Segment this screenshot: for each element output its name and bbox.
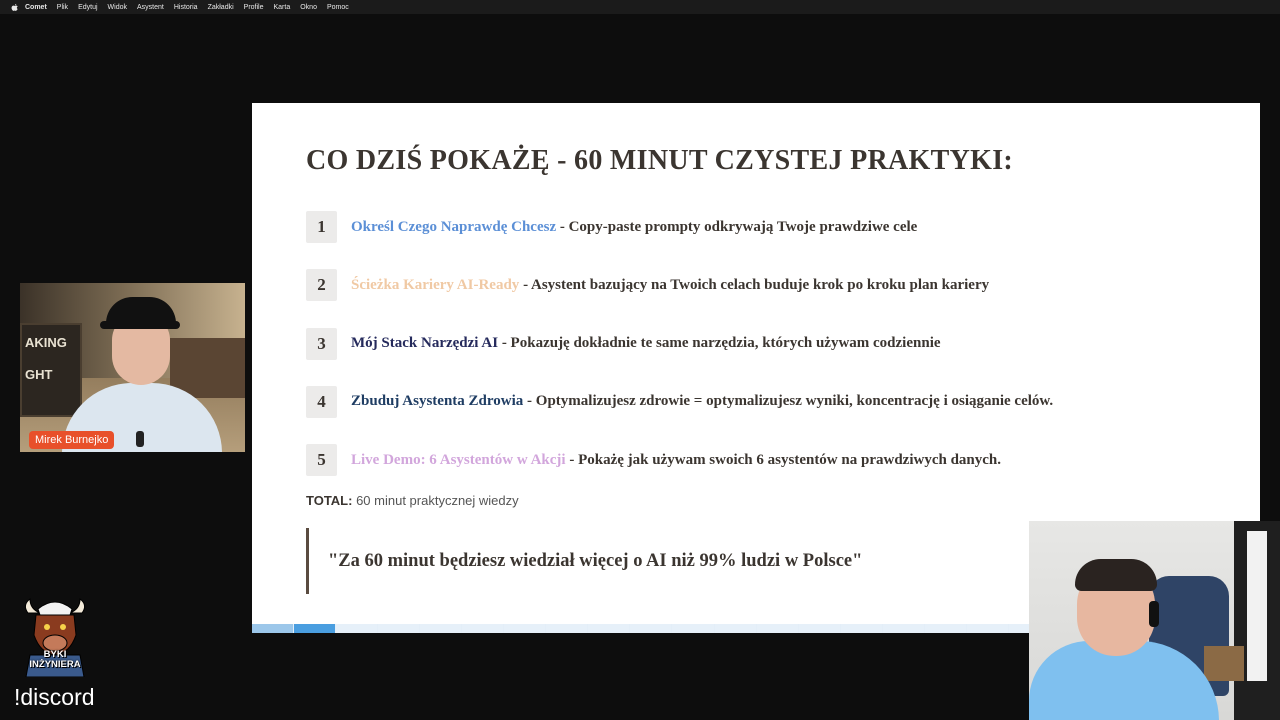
progress-segment — [378, 624, 419, 633]
agenda-item-3 — [306, 328, 1053, 360]
item-description: - Pokazuję dokładnie te same narzędzia, których używam codziennie — [498, 335, 941, 352]
progress-segment — [336, 624, 377, 633]
item-heading: Określ Czego Naprawdę Chcesz — [351, 218, 557, 235]
menu-app-comet[interactable]: Comet — [25, 3, 47, 11]
item-number: 4 — [306, 386, 337, 418]
item-description: - Optymalizujesz zdrowie = optymalizujesz wyniki, koncentrację i osiąganie celów. — [523, 393, 1054, 410]
total-value: 60 minut praktycznej wiedzy — [352, 493, 519, 508]
item-description: - Copy-paste prompty odkrywają Twoje prawdziwe cele — [556, 218, 918, 235]
progress-segment — [925, 624, 966, 633]
menu-historia[interactable]: Historia — [173, 3, 198, 11]
item-description: - Pokażę jak używam swoich 6 asystentów na prawdziwych danych. — [565, 451, 1002, 468]
progress-segment — [630, 624, 671, 633]
item-heading: Live Demo: 6 Asystentów w Akcji — [351, 451, 566, 468]
menu-plik[interactable]: Plik — [56, 3, 69, 11]
discord-command: !discord — [14, 684, 95, 710]
agenda-item-4 — [306, 386, 1053, 418]
apple-icon[interactable] — [11, 3, 19, 11]
progress-segment — [588, 624, 629, 633]
item-description: - Asystent bazujący na Twoich celach buduje krok po kroku plan kariery — [519, 276, 990, 293]
menu-profile[interactable]: Profile — [243, 3, 264, 11]
webcam-presenter — [20, 283, 245, 452]
menu-pomoc[interactable]: Pomoc — [326, 3, 349, 11]
item-number: 1 — [306, 211, 337, 243]
menu-asystent[interactable]: Asystent — [136, 3, 164, 11]
item-heading: Ścieżka Kariery AI-Ready — [351, 276, 520, 293]
slide-title: CO DZIŚ POKAŻĘ - 60 MINUT CZYSTEJ PRAKTYKI: — [306, 145, 1014, 176]
headset-icon — [1149, 601, 1159, 627]
progress-segment — [504, 624, 545, 633]
poster: AKING GHT — [20, 323, 82, 417]
progress-segment — [883, 624, 924, 633]
item-heading: Mój Stack Narzędzi AI — [351, 335, 499, 352]
agenda-item-1 — [306, 211, 1053, 243]
menu-zakladki[interactable]: Zakładki — [207, 3, 234, 11]
progress-segment — [757, 624, 798, 633]
progress-segment — [715, 624, 756, 633]
agenda-item-5 — [306, 444, 1053, 476]
menu-widok[interactable]: Widok — [107, 3, 127, 11]
total-line — [306, 493, 519, 508]
item-number: 3 — [306, 328, 337, 360]
item-number: 2 — [306, 269, 337, 301]
item-heading: Zbuduj Asystenta Zdrowia — [351, 393, 524, 410]
agenda-item-2 — [306, 269, 1053, 301]
presenter-name-tag: Mirek Burnejko — [29, 431, 114, 449]
progress-segment — [967, 624, 1008, 633]
quote-block: "Za 60 minut będziesz wiedział więcej o AI niż 99% ludzi w Polsce" — [306, 528, 862, 594]
menu-bar — [0, 0, 1280, 14]
menu-edytuj[interactable]: Edytuj — [78, 3, 98, 11]
progress-segment — [546, 624, 587, 633]
progress-segment — [799, 624, 840, 633]
progress-segment — [294, 624, 335, 633]
webcam-host — [1029, 521, 1280, 720]
total-label: TOTAL: — [306, 493, 353, 508]
progress-segment — [252, 624, 293, 633]
progress-segment — [841, 624, 882, 633]
logo-text: BYKI INŻYNIERA — [29, 649, 81, 670]
progress-segment — [420, 624, 461, 633]
item-number: 5 — [306, 444, 337, 476]
progress-segment — [462, 624, 503, 633]
menu-karta[interactable]: Karta — [273, 3, 291, 11]
mic-icon — [136, 431, 144, 447]
menu-okno[interactable]: Okno — [300, 3, 317, 11]
progress-segment — [672, 624, 713, 633]
agenda-list — [306, 211, 1053, 502]
